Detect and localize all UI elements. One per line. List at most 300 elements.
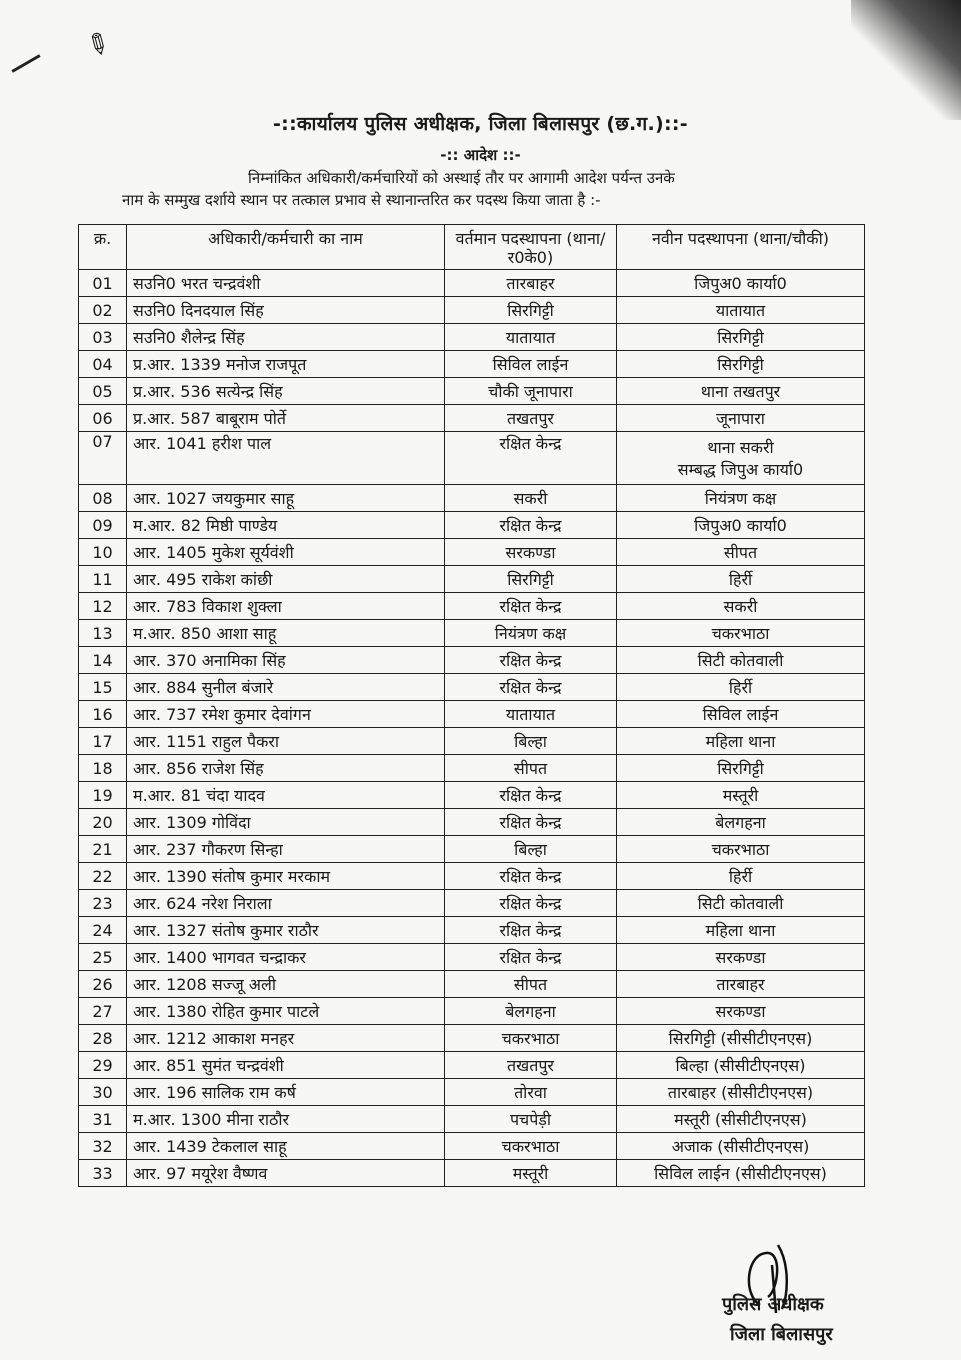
- cell-sr-text: 07: [92, 432, 113, 451]
- cell-sr: [79, 1106, 127, 1133]
- cell-current-posting-text: चौकी जूनापारा: [488, 382, 573, 401]
- cell-current-posting-text: बिल्हा: [514, 732, 547, 751]
- cell-current-posting: [445, 512, 617, 539]
- cell-new-posting-text: सिटी कोतवाली: [697, 894, 784, 913]
- cell-new-posting-text: चकरभाठा: [711, 624, 770, 643]
- cell-new-posting: [617, 1025, 865, 1052]
- cell-sr: [79, 270, 127, 297]
- cell-sr-text: 20: [92, 812, 113, 832]
- cell-sr: [79, 378, 127, 405]
- cell-sr: [79, 566, 127, 593]
- cell-current-posting: [445, 728, 617, 755]
- cell-current-posting: [445, 324, 617, 351]
- cell-current-posting: [445, 836, 617, 863]
- column-header-current-posting: वर्तमान पदस्थापना (थाना/र0के0): [445, 225, 617, 270]
- cell-new-posting-text: सकरी: [723, 597, 758, 616]
- office-heading: -::कार्यालय पुलिस अधीक्षक, जिला बिलासपुर (छ.ग.)::-: [272, 113, 688, 135]
- cell-new-posting-text: हिर्री: [728, 570, 753, 589]
- cell-new-posting-text: मस्तूरी (सीसीटीएनएस): [674, 1110, 807, 1129]
- table-row: [79, 593, 865, 620]
- column-header-sr: क्र.: [79, 225, 127, 270]
- cell-current-posting-text: रक्षित केन्द्र: [499, 867, 562, 886]
- cell-sr: [79, 917, 127, 944]
- cell-sr-text: 21: [92, 839, 113, 859]
- pen-mark: ✎: [79, 24, 117, 65]
- table-row: [79, 432, 865, 485]
- cell-sr-text: 24: [92, 920, 113, 940]
- cell-current-posting: [445, 998, 617, 1025]
- table-row: [79, 485, 865, 512]
- cell-current-posting-text: बेलगहना: [505, 1002, 556, 1021]
- table-row: [79, 1160, 865, 1187]
- cell-name: [127, 270, 445, 297]
- cell-sr: [79, 674, 127, 701]
- cell-name-text: सउनि0 दिनदयाल सिंह: [133, 301, 264, 320]
- cell-sr: [79, 593, 127, 620]
- cell-current-posting: [445, 917, 617, 944]
- cell-current-posting-text: रक्षित केन्द्र: [499, 921, 562, 940]
- cell-new-posting-text: जिपुअ0 कार्या0: [694, 274, 787, 293]
- cell-name: [127, 485, 445, 512]
- cell-current-posting: [445, 890, 617, 917]
- cell-name-text: आर. 495 राकेश कांछी: [133, 570, 273, 589]
- table-row: [79, 620, 865, 647]
- cell-current-posting: [445, 1025, 617, 1052]
- cell-new-posting-text: मस्तूरी: [722, 786, 759, 805]
- table-row: [79, 701, 865, 728]
- cell-name-text: आर. 856 राजेश सिंह: [133, 759, 264, 778]
- cell-new-posting-text: जिपुअ0 कार्या0: [694, 516, 787, 535]
- cell-name-text: म.आर. 82 मिष्ठी पाण्डेय: [133, 516, 278, 535]
- table-row: [79, 890, 865, 917]
- cell-current-posting-text: रक्षित केन्द्र: [499, 651, 562, 670]
- cell-sr-text: 13: [92, 623, 113, 643]
- table-row: [79, 297, 865, 324]
- cell-sr: [79, 539, 127, 566]
- table-row: [79, 405, 865, 432]
- cell-current-posting-text: मस्तूरी: [512, 1164, 549, 1183]
- cell-current-posting-text: रक्षित केन्द्र: [499, 948, 562, 967]
- cell-new-posting: [617, 755, 865, 782]
- cell-sr: [79, 647, 127, 674]
- table-row: [79, 998, 865, 1025]
- table-row: [79, 809, 865, 836]
- cell-sr-text: 26: [92, 974, 113, 994]
- cell-current-posting: [445, 782, 617, 809]
- cell-name: [127, 378, 445, 405]
- cell-new-posting-text: सरकण्डा: [715, 1002, 766, 1021]
- cell-name-text: आर. 1041 हरीश पाल: [133, 434, 272, 453]
- cell-current-posting-text: यातायात: [505, 705, 556, 724]
- cell-current-posting: [445, 674, 617, 701]
- cell-current-posting-text: रक्षित केन्द्र: [499, 786, 562, 805]
- cell-current-posting: [445, 755, 617, 782]
- cell-current-posting-text: सिरगिट्टी: [507, 570, 554, 589]
- cell-current-posting-text: रक्षित केन्द्र: [499, 894, 562, 913]
- cell-current-posting-text: तोरवा: [514, 1083, 547, 1102]
- cell-new-posting: [617, 836, 865, 863]
- cell-current-posting-text: तखतपुर: [507, 409, 554, 428]
- cell-current-posting-text: सिविल लाईन: [492, 355, 569, 374]
- cell-current-posting-text: रक्षित केन्द्र: [499, 813, 562, 832]
- cell-name: [127, 1133, 445, 1160]
- cell-name-text: म.आर. 81 चंदा यादव: [133, 786, 265, 805]
- cell-new-posting-text: तारबाहर (सीसीटीएनएस): [667, 1083, 814, 1102]
- cell-name-text: आर. 1380 रोहित कुमार पाटले: [133, 1002, 320, 1021]
- cell-current-posting-text: तखतपुर: [507, 1056, 554, 1075]
- table-row: [79, 647, 865, 674]
- cell-sr-text: 25: [92, 947, 113, 967]
- cell-sr-text: 08: [92, 488, 113, 508]
- cell-new-posting-text: जूनापारा: [716, 409, 765, 428]
- cell-sr: [79, 755, 127, 782]
- cell-sr-text: 15: [92, 677, 113, 697]
- cell-new-posting-text: चकरभाठा: [711, 840, 770, 859]
- cell-new-posting: [617, 405, 865, 432]
- cell-new-posting-text: बेलगहना: [715, 813, 766, 832]
- cell-name-text: आर. 1309 गोविंदा: [133, 813, 251, 832]
- cell-current-posting-text: यातायात: [505, 328, 556, 347]
- cell-new-posting: [617, 1133, 865, 1160]
- cell-name: [127, 971, 445, 998]
- cell-name: [127, 755, 445, 782]
- cell-sr-text: 17: [92, 731, 113, 751]
- table-row: [79, 944, 865, 971]
- table-row: [79, 917, 865, 944]
- cell-new-posting-text: थाना तखतपुर: [700, 382, 781, 401]
- cell-sr-text: 12: [92, 596, 113, 616]
- cell-sr-text: 03: [92, 327, 113, 347]
- cell-new-posting: [617, 485, 865, 512]
- cell-name: [127, 1025, 445, 1052]
- cell-name-text: म.आर. 1300 मीना राठौर: [133, 1110, 290, 1129]
- cell-name: [127, 836, 445, 863]
- cell-name-text: प्र.आर. 1339 मनोज राजपूत: [133, 355, 307, 374]
- cell-sr-text: 31: [92, 1109, 113, 1129]
- cell-name-text: आर. 237 गौकरण सिन्हा: [133, 840, 283, 859]
- cell-sr: [79, 998, 127, 1025]
- cell-current-posting: [445, 944, 617, 971]
- cell-new-posting: [617, 1160, 865, 1187]
- cell-name-text: म.आर. 850 आशा साहू: [133, 624, 277, 643]
- cell-new-posting: [617, 512, 865, 539]
- cell-sr-text: 33: [92, 1163, 113, 1183]
- cell-new-posting-text: सिरगिट्टी: [717, 328, 764, 347]
- cell-name: [127, 432, 445, 485]
- table-row: [79, 674, 865, 701]
- table-row: [79, 728, 865, 755]
- cell-name: [127, 566, 445, 593]
- cell-name-text: आर. 1327 संतोष कुमार राठौर: [133, 921, 319, 940]
- cell-name: [127, 728, 445, 755]
- cell-new-posting-text: महिला थाना: [705, 732, 776, 751]
- cell-current-posting: [445, 485, 617, 512]
- cell-name-text: आर. 737 रमेश कुमार देवांगन: [133, 705, 311, 724]
- cell-new-posting-text: सिरगिट्टी: [717, 759, 764, 778]
- cell-sr-text: 23: [92, 893, 113, 913]
- cell-name: [127, 593, 445, 620]
- cell-sr: [79, 863, 127, 890]
- cell-new-posting-text: सिरगिट्टी: [717, 355, 764, 374]
- column-header-name: अधिकारी/कर्मचारी का नाम: [127, 225, 445, 270]
- cell-new-posting: [617, 620, 865, 647]
- cell-sr-text: 06: [92, 408, 113, 428]
- cell-new-posting: [617, 378, 865, 405]
- cell-new-posting-attachment: सम्बद्ध जिपुअ कार्या0: [677, 460, 804, 479]
- cell-name: [127, 1079, 445, 1106]
- order-intro-line-1: निम्नांकित अधिकारी/कर्मचारियों को अस्थाई तौर पर आगामी आदेश पर्यन्त उनके: [248, 169, 675, 187]
- cell-sr-text: 16: [92, 704, 113, 724]
- cell-sr-text: 14: [92, 650, 113, 670]
- cell-name-text: आर. 1439 टेकलाल साहू: [133, 1137, 287, 1156]
- cell-new-posting: [617, 1079, 865, 1106]
- cell-name: [127, 917, 445, 944]
- cell-sr-text: 04: [92, 354, 113, 374]
- table-body: [79, 270, 865, 1187]
- cell-sr-text: 22: [92, 866, 113, 886]
- table-row: [79, 1025, 865, 1052]
- cell-current-posting-text: रक्षित केन्द्र: [499, 516, 562, 535]
- cell-sr-text: 01: [92, 273, 113, 293]
- table-row: [79, 270, 865, 297]
- cell-new-posting: [617, 674, 865, 701]
- cell-new-posting: [617, 1106, 865, 1133]
- cell-sr-text: 28: [92, 1028, 113, 1048]
- cell-name: [127, 1106, 445, 1133]
- cell-current-posting: [445, 701, 617, 728]
- table-row: [79, 863, 865, 890]
- table-row: [79, 1079, 865, 1106]
- cell-current-posting-text: तारबाहर: [506, 274, 555, 293]
- cell-name-text: आर. 1400 भागवत चन्द्राकर: [133, 948, 306, 967]
- cell-new-posting-text: सरकण्डा: [715, 948, 766, 967]
- cell-name: [127, 539, 445, 566]
- table-row: [79, 836, 865, 863]
- cell-sr-text: 02: [92, 300, 113, 320]
- cell-current-posting: [445, 432, 617, 485]
- cell-current-posting: [445, 539, 617, 566]
- cell-name: [127, 324, 445, 351]
- cell-sr: [79, 1079, 127, 1106]
- cell-name: [127, 890, 445, 917]
- cell-sr: [79, 809, 127, 836]
- table-row: [79, 1133, 865, 1160]
- cell-current-posting: [445, 593, 617, 620]
- cell-sr: [79, 324, 127, 351]
- table-row: [79, 512, 865, 539]
- cell-new-posting: [617, 1052, 865, 1079]
- cell-new-posting: [617, 782, 865, 809]
- cell-sr: [79, 512, 127, 539]
- cell-name-text: प्र.आर. 536 सत्येन्द्र सिंह: [133, 382, 283, 401]
- cell-current-posting-text: रक्षित केन्द्र: [499, 678, 562, 697]
- cell-current-posting: [445, 1079, 617, 1106]
- cell-new-posting: [617, 809, 865, 836]
- transfer-table: [78, 224, 865, 1187]
- cell-sr: [79, 405, 127, 432]
- cell-name: [127, 863, 445, 890]
- cell-new-posting: [617, 701, 865, 728]
- cell-sr: [79, 1025, 127, 1052]
- cell-name: [127, 297, 445, 324]
- cell-new-posting-text: सिविल लाईन: [702, 705, 779, 724]
- cell-name: [127, 944, 445, 971]
- cell-name-text: आर. 783 विकाश शुक्ला: [133, 597, 282, 616]
- cell-sr: [79, 432, 127, 485]
- cell-current-posting: [445, 809, 617, 836]
- cell-name-text: आर. 884 सुनील बंजारे: [133, 678, 274, 697]
- cell-current-posting: [445, 270, 617, 297]
- cell-new-posting-text: सिविल लाईन (सीसीटीएनएस): [654, 1164, 827, 1183]
- cell-new-posting-text: हिर्री: [728, 678, 753, 697]
- cell-current-posting-text: सीपत: [513, 975, 548, 994]
- cell-current-posting-text: सकरी: [513, 489, 548, 508]
- cell-sr-text: 09: [92, 515, 113, 535]
- cell-new-posting-text: बिल्हा (सीसीटीएनएस): [675, 1056, 806, 1075]
- signature-place: जिला बिलासपुर: [730, 1324, 833, 1345]
- cell-sr: [79, 728, 127, 755]
- table-row: [79, 1106, 865, 1133]
- cell-name-text: आर. 1212 आकाश मनहर: [133, 1029, 295, 1048]
- cell-current-posting: [445, 971, 617, 998]
- cell-name-text: प्र.आर. 587 बाबूराम पोर्ते: [133, 409, 286, 428]
- table-header-row: [79, 225, 865, 270]
- cell-new-posting: [617, 432, 865, 485]
- cell-new-posting: [617, 998, 865, 1025]
- cell-current-posting-text: रक्षित केन्द्र: [499, 597, 562, 616]
- table-row: [79, 566, 865, 593]
- cell-current-posting: [445, 297, 617, 324]
- cell-new-posting: [617, 890, 865, 917]
- cell-name: [127, 809, 445, 836]
- cell-current-posting: [445, 378, 617, 405]
- cell-current-posting-text: नियंत्रण कक्ष: [494, 624, 567, 643]
- cell-current-posting-text: सिरगिट्टी: [507, 301, 554, 320]
- cell-new-posting-text: सीपत: [723, 543, 758, 562]
- cell-sr-text: 05: [92, 381, 113, 401]
- cell-sr-text: 10: [92, 542, 113, 562]
- cell-new-posting: [617, 297, 865, 324]
- cell-current-posting: [445, 405, 617, 432]
- cell-new-posting: [617, 593, 865, 620]
- cell-name-text: आर. 624 नरेश निराला: [133, 894, 272, 913]
- cell-new-posting: [617, 944, 865, 971]
- table-row: [79, 971, 865, 998]
- cell-new-posting: [617, 539, 865, 566]
- cell-name: [127, 405, 445, 432]
- cell-name: [127, 512, 445, 539]
- scan-shadow: [851, 0, 961, 120]
- cell-sr-text: 29: [92, 1055, 113, 1075]
- cell-name: [127, 674, 445, 701]
- cell-current-posting-text: सीपत: [513, 759, 548, 778]
- column-header-new-posting: नवीन पदस्थापना (थाना/चौकी): [617, 225, 865, 270]
- cell-new-posting: [617, 647, 865, 674]
- cell-name-text: आर. 851 सुमंत चन्द्रवंशी: [133, 1056, 284, 1075]
- cell-new-posting: [617, 351, 865, 378]
- cell-name-text: आर. 370 अनामिका सिंह: [133, 651, 286, 670]
- signature-title: पुलिस अधीक्षक: [722, 1294, 824, 1315]
- table-row: [79, 378, 865, 405]
- cell-new-posting-text: हिर्री: [728, 867, 753, 886]
- cell-new-posting: [617, 566, 865, 593]
- cell-sr-text: 11: [92, 569, 113, 589]
- cell-name: [127, 620, 445, 647]
- cell-sr-text: 19: [92, 785, 113, 805]
- order-heading: -:: आदेश ::-: [440, 146, 521, 164]
- pen-stroke: [11, 54, 40, 73]
- cell-new-posting-text: थाना सकरी: [707, 438, 774, 457]
- cell-sr: [79, 944, 127, 971]
- cell-name: [127, 1052, 445, 1079]
- cell-current-posting-text: रक्षित केन्द्र: [499, 434, 562, 453]
- cell-current-posting-text: चकरभाठा: [501, 1137, 560, 1156]
- cell-new-posting-text: नियंत्रण कक्ष: [704, 489, 777, 508]
- cell-current-posting-text: चकरभाठा: [501, 1029, 560, 1048]
- cell-current-posting: [445, 1160, 617, 1187]
- cell-sr-text: 18: [92, 758, 113, 778]
- table-row: [79, 324, 865, 351]
- cell-name-text: सउनि0 शैलेन्द्र सिंह: [133, 328, 245, 347]
- cell-current-posting-text: बिल्हा: [514, 840, 547, 859]
- cell-name: [127, 1160, 445, 1187]
- cell-sr: [79, 351, 127, 378]
- table-row: [79, 1052, 865, 1079]
- cell-sr: [79, 701, 127, 728]
- table-row: [79, 539, 865, 566]
- cell-current-posting: [445, 647, 617, 674]
- cell-new-posting: [617, 324, 865, 351]
- cell-sr-text: 27: [92, 1001, 113, 1021]
- cell-new-posting: [617, 971, 865, 998]
- cell-name: [127, 647, 445, 674]
- cell-new-posting-text: तारबाहर: [716, 975, 765, 994]
- cell-sr-text: 32: [92, 1136, 113, 1156]
- cell-sr: [79, 1052, 127, 1079]
- cell-new-posting-text: महिला थाना: [705, 921, 776, 940]
- table-row: [79, 755, 865, 782]
- cell-name-text: सउनि0 भरत चन्द्रवंशी: [133, 274, 261, 293]
- cell-new-posting-text: यातायात: [715, 301, 766, 320]
- cell-sr: [79, 971, 127, 998]
- cell-sr: [79, 1133, 127, 1160]
- cell-current-posting: [445, 1133, 617, 1160]
- cell-current-posting: [445, 351, 617, 378]
- order-intro-line-2: नाम के सम्मुख दर्शाये स्थान पर तत्काल प्रभाव से स्थानान्तरित कर पदस्थ किया जाता है :-: [122, 191, 601, 209]
- cell-current-posting: [445, 620, 617, 647]
- cell-current-posting: [445, 566, 617, 593]
- cell-new-posting: [617, 917, 865, 944]
- cell-current-posting: [445, 863, 617, 890]
- cell-sr: [79, 890, 127, 917]
- cell-name-text: आर. 1390 संतोष कुमार मरकाम: [133, 867, 331, 886]
- cell-name: [127, 701, 445, 728]
- cell-current-posting-text: पचपेड़ी: [509, 1110, 552, 1129]
- cell-sr: [79, 782, 127, 809]
- table-row: [79, 351, 865, 378]
- cell-current-posting-text: सरकण्डा: [505, 543, 556, 562]
- cell-name: [127, 998, 445, 1025]
- table-row: [79, 782, 865, 809]
- cell-new-posting: [617, 270, 865, 297]
- cell-name-text: आर. 97 मयूरेश वैष्णव: [133, 1164, 268, 1183]
- cell-name: [127, 351, 445, 378]
- cell-name: [127, 782, 445, 809]
- cell-name-text: आर. 1405 मुकेश सूर्यवंशी: [133, 543, 294, 562]
- cell-sr: [79, 620, 127, 647]
- cell-name-text: आर. 196 सालिक राम कर्ष: [133, 1083, 296, 1102]
- cell-new-posting-text: सिटी कोतवाली: [697, 651, 784, 670]
